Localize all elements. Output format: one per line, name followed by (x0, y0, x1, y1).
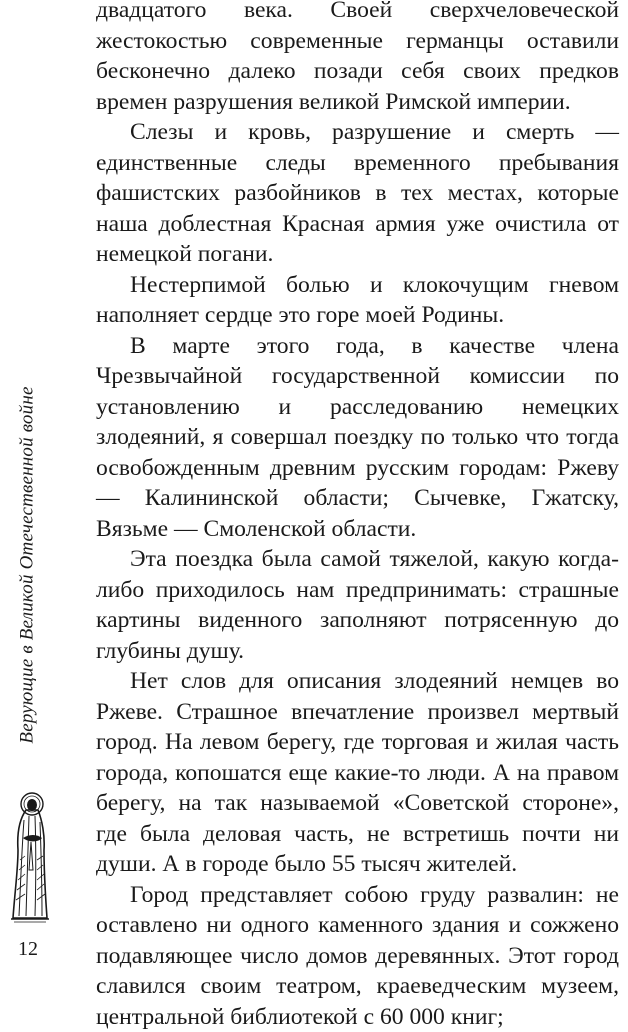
paragraph: Нестерпимой болью и клокочущим гневом наполняет сердце это горе моей Родины. (96, 270, 619, 331)
paragraph: Эта поездка была самой тяжелой, какую когда-либо приходилось нам предпринимать: страшные картины виденного заполняют потрясенную до глубины душу. (96, 544, 619, 666)
page-number: 12 (12, 938, 44, 961)
body-text (96, 0, 619, 1032)
paragraph: Слезы и кровь, разрушение и смерть — единственные следы временного пребывания фашистских разбойников в тех местах, которые наша доблестная Красная армия уже очистила от немецкой погани. (96, 117, 619, 270)
paragraph: Город представляет собою груду развалин: не оставлено ни одного каменного здания и сожжено подавляющее число домов деревянных. Этот город славился своим театром, краеведческим музеем, центральной библиотекой с 60 000 книг; (96, 880, 619, 1032)
paragraph: двадцатого века. Своей сверхчеловеческой жестокостью современные германцы оставили бесконечно далеко позади себя своих предков времен разрушения великой Римской империи. (96, 0, 619, 117)
saint-figure-icon (9, 790, 51, 925)
paragraph: В марте этого года, в качестве члена Чрезвычайной государственной комиссии по установлению и расследованию немецких злодеяний, я совершал поездку по только что тогда освобожденным древним русским городам: Ржеву — Калининской области; Сычевке, Гжатску, Вязьме — Смоленской области. (96, 331, 619, 545)
paragraph: Нет слов для описания злодеяний немцев во Ржеве. Страшное впечатление произвел мертвый город. На левом берегу, где торговая и жилая часть города, копошатся еще какие-то люди. А на правом берегу, на так называемой «Советской стороне», где была деловая часть, не встретишь почти ни души. А в городе было 55 тысяч жителей. (96, 666, 619, 880)
running-head (13, 350, 43, 780)
running-head-text: Верующие в Великой Отечественной войне (17, 386, 39, 743)
